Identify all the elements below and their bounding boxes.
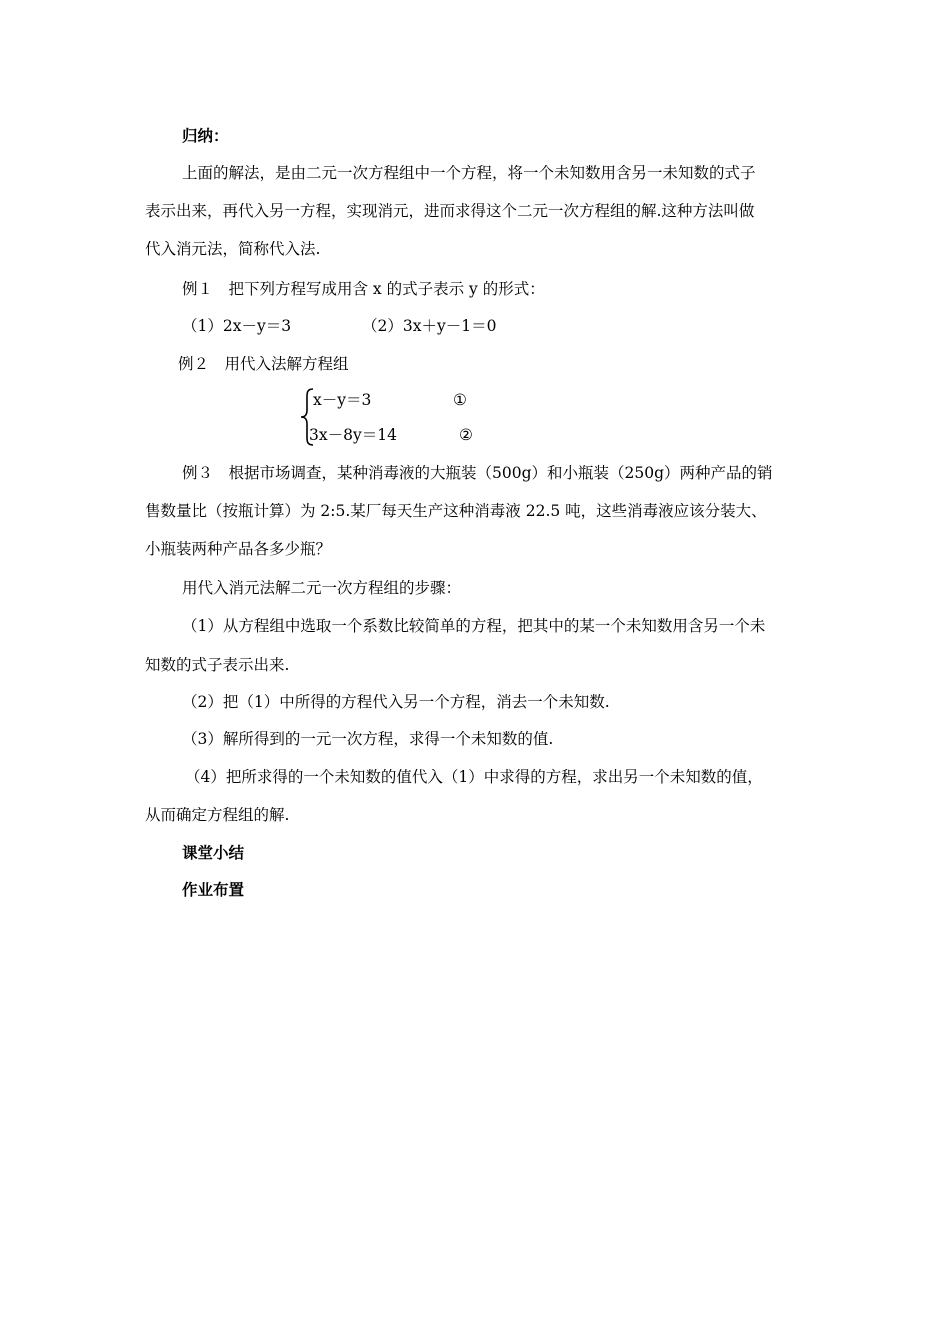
example-1-equation-2: （2）3x＋y－1＝0 bbox=[362, 317, 497, 335]
step-3: （3）解所得到的一元一次方程，求得一个未知数的值. bbox=[182, 730, 554, 748]
example-1-text: 例１ 把下列方程写成用含 x 的式子表示 y 的形式： bbox=[182, 280, 545, 298]
step-4-line-1: （4）把所求得的一个未知数的值代入（1）中求得的方程，求出另一个未知数的值， bbox=[185, 768, 763, 786]
system-equation-2: 3x－8y＝14 bbox=[309, 426, 397, 444]
example-1-equation-1: （1）2x－y＝3 bbox=[182, 317, 292, 335]
class-summary-heading: 课堂小结 bbox=[182, 844, 245, 862]
summary-line-1: 上面的解法，是由二元一次方程组中一个方程，将一个未知数用含另一未知数的式子 bbox=[182, 164, 756, 182]
example-2-text: 例２ 用代入法解方程组 bbox=[178, 355, 349, 373]
system-equation-1: x－y＝3 bbox=[313, 391, 372, 409]
step-1-line-2: 知数的式子表示出来. bbox=[145, 656, 290, 674]
homework-heading: 作业布置 bbox=[182, 881, 245, 899]
summary-heading: 归纳： bbox=[182, 127, 229, 145]
summary-line-3: 代入消元法，简称代入法. bbox=[145, 240, 321, 258]
steps-heading: 用代入消元法解二元一次方程组的步骤： bbox=[182, 579, 462, 597]
step-2: （2）把（1）中所得的方程代入另一个方程，消去一个未知数. bbox=[182, 693, 610, 711]
example-3-line-3: 小瓶装两种产品各多少瓶？ bbox=[145, 540, 332, 558]
step-4-line-2: 从而确定方程组的解. bbox=[145, 806, 290, 824]
summary-line-2: 表示出来，再代入另一方程，实现消元，进而求得这个二元一次方程组的解.这种方法叫做 bbox=[145, 202, 755, 220]
example-3-line-1: 例３ 根据市场调查，某种消毒液的大瓶装（500g）和小瓶装（250g）两种产品的销 bbox=[182, 464, 773, 482]
system-equation-1-mark: ① bbox=[453, 391, 467, 409]
step-1-line-1: （1）从方程组中选取一个系数比较简单的方程，把其中的某一个未知数用含另一个未 bbox=[182, 617, 766, 635]
example-3-line-2: 售数量比（按瓶计算）为 2:5.某厂每天生产这种消毒液 22.5 吨，这些消毒液应该分装大、 bbox=[145, 502, 767, 520]
system-equation-2-mark: ② bbox=[459, 426, 473, 444]
